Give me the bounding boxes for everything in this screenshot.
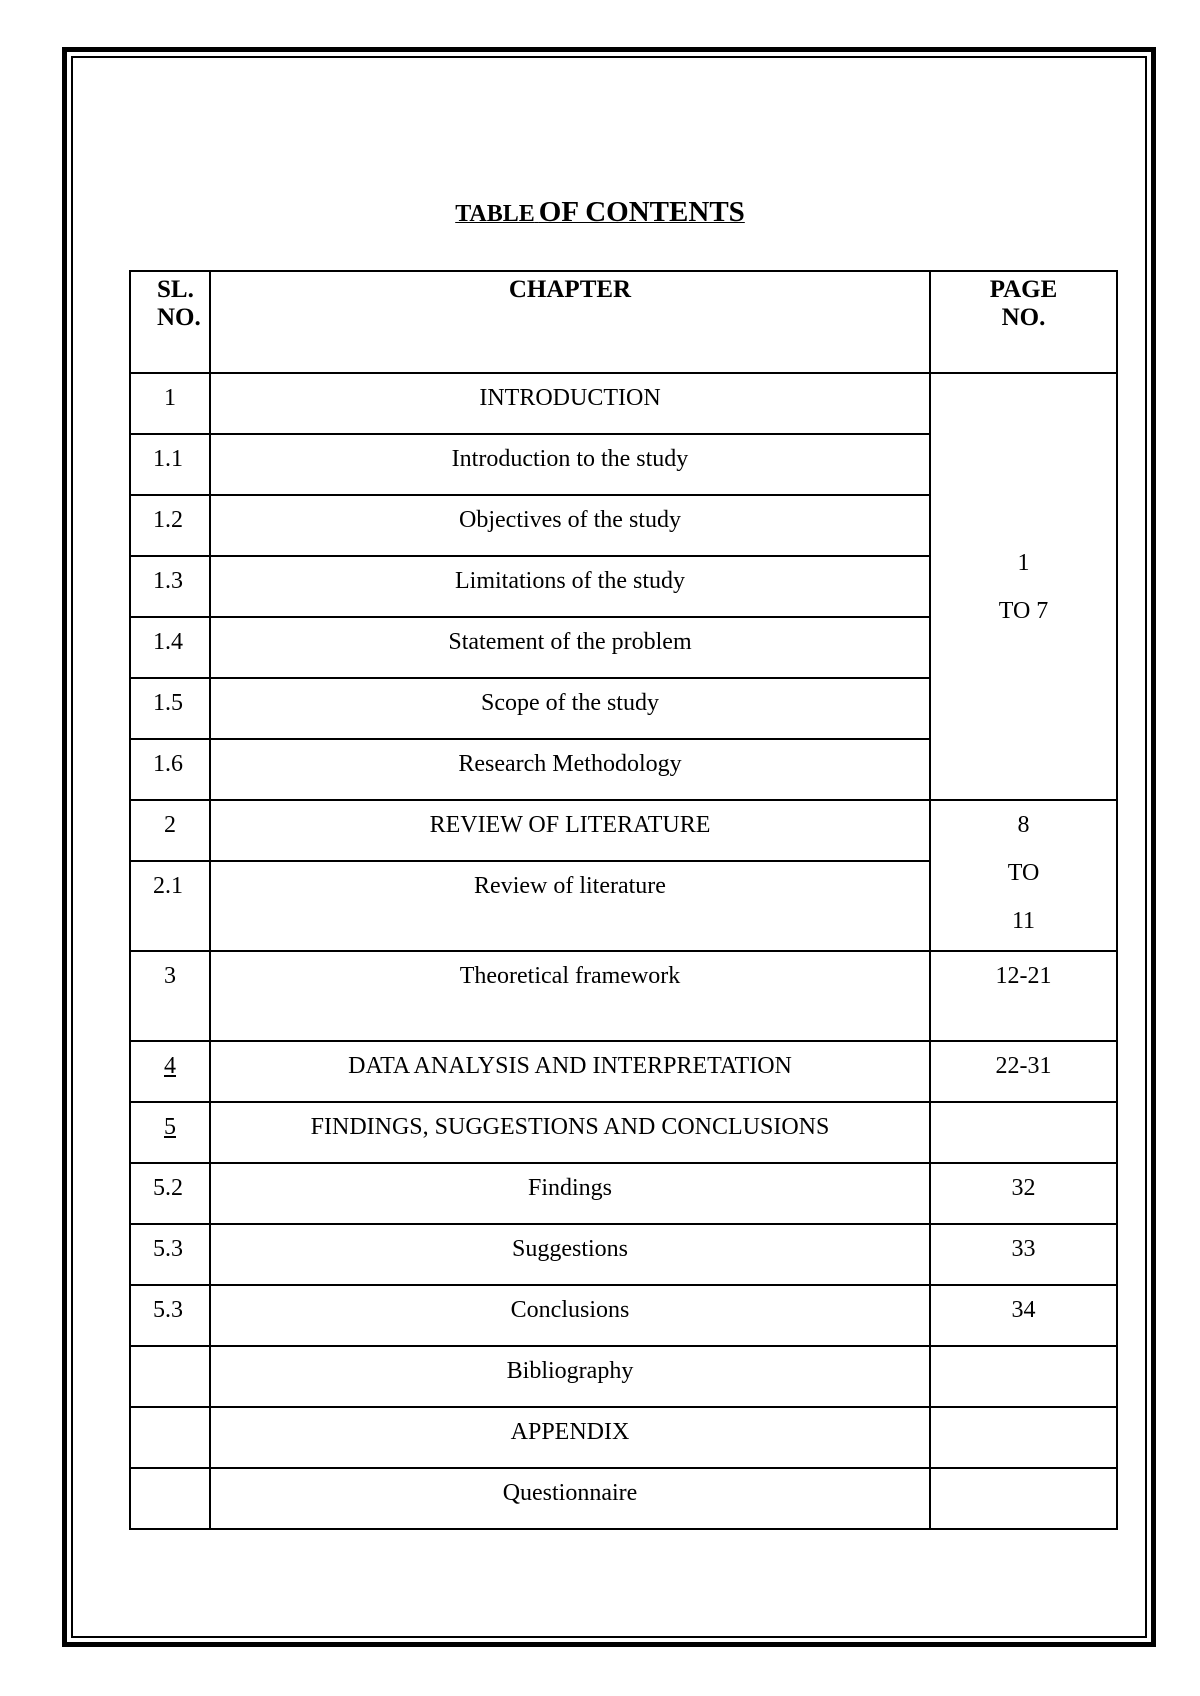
page-cell: 32 <box>930 1163 1117 1224</box>
header-sl-line1: SL. <box>157 276 194 303</box>
sl-cell: 3 <box>130 951 210 1041</box>
chapter-cell: Scope of the study <box>210 678 930 739</box>
sl-cell <box>130 1346 210 1407</box>
page-cell <box>930 1468 1117 1529</box>
table-row <box>130 1102 1117 1163</box>
chapter-cell: Findings <box>210 1163 930 1224</box>
title-part-2: OF CONTENTS <box>538 196 745 228</box>
sl-cell: 1.1 <box>130 434 210 495</box>
page-cell <box>930 1102 1117 1163</box>
header-page-line2: NO. <box>1001 304 1046 331</box>
page-cell <box>930 1407 1117 1468</box>
sl-cell: 5 <box>130 1102 210 1163</box>
sl-cell <box>130 1407 210 1468</box>
chapter-cell: REVIEW OF LITERATURE <box>210 800 930 861</box>
chapter-cell: INTRODUCTION <box>210 373 930 434</box>
chapter-cell: Objectives of the study <box>210 495 930 556</box>
table-header-row <box>130 271 1117 373</box>
page-range-end: TO 7 <box>998 597 1049 624</box>
header-chapter: CHAPTER <box>210 271 930 373</box>
chapter-cell: APPENDIX <box>210 1407 930 1468</box>
page-cell: 34 <box>930 1285 1117 1346</box>
chapter-cell: Introduction to the study <box>210 434 930 495</box>
sl-cell: 4 <box>130 1041 210 1102</box>
page-cell: 33 <box>930 1224 1117 1285</box>
chapter-cell: Bibliography <box>210 1346 930 1407</box>
page-cell <box>930 1346 1117 1407</box>
table-row <box>130 1224 1117 1285</box>
table-row <box>130 1407 1117 1468</box>
sl-cell: 5.3 <box>130 1285 210 1346</box>
sl-cell: 1 <box>130 373 210 434</box>
table-row <box>130 373 1117 434</box>
header-page-no <box>930 271 1117 373</box>
chapter-cell: Questionnaire <box>210 1468 930 1529</box>
sl-cell: 1.2 <box>130 495 210 556</box>
header-sl-no <box>130 271 210 373</box>
chapter-cell: FINDINGS, SUGGESTIONS AND CONCLUSIONS <box>210 1102 930 1163</box>
sl-cell <box>130 1468 210 1529</box>
page-cell: 12-21 <box>930 951 1117 1041</box>
sl-cell: 1.4 <box>130 617 210 678</box>
page-cell-chapter2 <box>930 800 1117 951</box>
page-range-to: TO <box>1007 860 1040 886</box>
chapter-cell: Theoretical framework <box>210 951 930 1041</box>
page-cell-chapter1 <box>930 373 1117 800</box>
sl-cell: 5.2 <box>130 1163 210 1224</box>
chapter-cell: Research Methodology <box>210 739 930 800</box>
page-title <box>0 196 1200 229</box>
table-row <box>130 1041 1117 1102</box>
chapter-cell: Review of literature <box>210 861 930 951</box>
page-range-start: 1 <box>1017 549 1030 576</box>
sl-cell: 5.3 <box>130 1224 210 1285</box>
page-range-start: 8 <box>1017 812 1030 838</box>
page-range-end: 11 <box>1011 908 1036 934</box>
chapter-cell: Statement of the problem <box>210 617 930 678</box>
header-sl-line2: NO. <box>157 304 201 331</box>
chapter-cell: Suggestions <box>210 1224 930 1285</box>
sl-cell: 1.3 <box>130 556 210 617</box>
chapter-cell: Conclusions <box>210 1285 930 1346</box>
sl-cell: 1.6 <box>130 739 210 800</box>
table-row <box>130 1285 1117 1346</box>
sl-cell: 1.5 <box>130 678 210 739</box>
page-cell: 22-31 <box>930 1041 1117 1102</box>
chapter-cell: Limitations of the study <box>210 556 930 617</box>
table-row <box>130 1163 1117 1224</box>
title-part-1: TABLE <box>455 201 535 227</box>
header-page-line1: PAGE <box>989 276 1058 303</box>
table-row <box>130 951 1117 1041</box>
table-row <box>130 1468 1117 1529</box>
sl-cell: 2.1 <box>130 861 210 951</box>
table-row <box>130 1346 1117 1407</box>
contents-table <box>129 270 1118 1530</box>
sl-cell: 2 <box>130 800 210 861</box>
table-row <box>130 800 1117 861</box>
chapter-cell: DATA ANALYSIS AND INTERPRETATION <box>210 1041 930 1102</box>
